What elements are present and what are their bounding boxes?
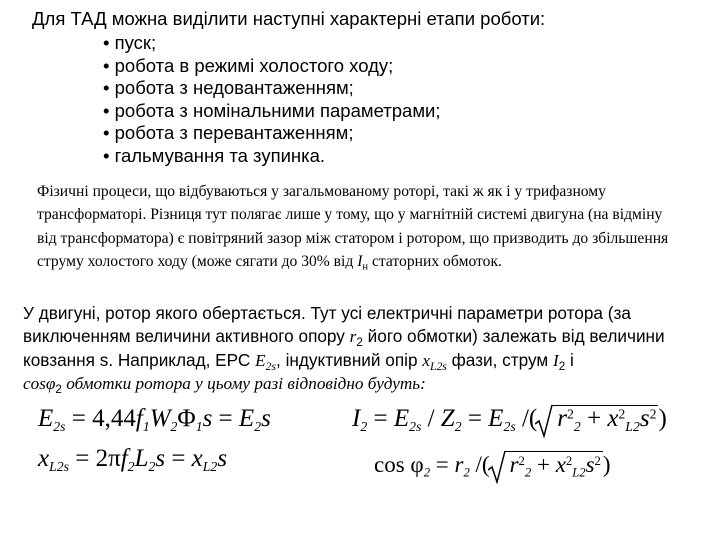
text-span: У двигуні, ротор якого обертається. Тут усі електричні параметри ротора (за виключенням величини активного опору [23, 303, 631, 347]
sub: 2 [524, 465, 532, 480]
sub: 2s [503, 418, 516, 434]
var-x: x [422, 350, 430, 370]
sub: 2s [53, 418, 66, 434]
heading: Для ТАД можна виділити наступні характерні етапи роботи: [32, 8, 546, 29]
sym: = [461, 405, 489, 432]
sub: 2 [356, 336, 363, 350]
text-span: обмотки ротора у цьому разі відповідно будуть: [61, 373, 426, 393]
sub: 2 [127, 458, 135, 474]
var-E: E [255, 350, 266, 370]
text-span: , індуктивний опір [276, 349, 423, 370]
text-span: і [565, 349, 574, 370]
sub: 2 [558, 359, 566, 373]
sym: x [607, 405, 619, 432]
stage-item: • робота в режимі холостого ходу; [103, 54, 394, 76]
sup: 2 [594, 454, 601, 469]
text-span: . Наприклад, ЕРС [108, 349, 256, 370]
radical-sign [535, 404, 553, 438]
sym: r [557, 405, 567, 432]
sub: 1 [195, 418, 203, 434]
current-symbol: I [357, 253, 363, 271]
sym: cos φ [374, 452, 424, 477]
sym: = [430, 452, 455, 477]
sym: E [488, 405, 504, 432]
sym: x [191, 445, 203, 472]
stage-item: • робота з перевантаженням; [103, 122, 354, 144]
sym: = 4,44 [65, 405, 136, 432]
formula-power-factor [374, 450, 611, 480]
sym: I [352, 405, 361, 432]
sym: x [38, 445, 50, 472]
sub: 2 [573, 418, 581, 434]
sub: L2s [429, 359, 447, 373]
sub: 2 [170, 418, 178, 434]
sym: + [531, 452, 556, 477]
formula-reactance [38, 444, 227, 474]
sub: 2 [423, 465, 431, 480]
sub: 2 [360, 418, 368, 434]
var-r: r [349, 327, 357, 347]
sym: s [202, 405, 213, 432]
square-root [504, 451, 603, 478]
stages-list [103, 32, 441, 168]
sub: L2 [202, 458, 218, 474]
sym: / [421, 405, 441, 432]
sym: = [212, 405, 239, 432]
sym: E [238, 405, 255, 432]
sym: r [454, 452, 464, 477]
sym: + [580, 405, 608, 432]
stage-item: • гальмування та зупинка. [103, 144, 326, 166]
sym: s [155, 445, 166, 472]
current-subscript: н [362, 261, 369, 273]
sym: s [217, 445, 228, 472]
stage-item: • пуск; [103, 32, 157, 53]
sub: 2s [409, 418, 422, 434]
paragraph-tail: статорних обмоток. [368, 253, 502, 271]
stage-item: • робота з недовантаженням; [103, 77, 354, 99]
formula-emf [38, 404, 271, 434]
sym: r [509, 452, 519, 477]
sym: Φ [177, 405, 196, 432]
sub: L2s [49, 458, 69, 474]
sym: s [585, 452, 595, 477]
var-cos: cosφ [23, 373, 56, 393]
sym: W [149, 405, 171, 432]
sub: 2 [463, 465, 470, 480]
radical-sign [488, 450, 506, 484]
sym: ) [658, 405, 667, 432]
text-span: його обмотки) залежать від величини ковзання [23, 326, 665, 370]
sub: 2 [254, 418, 262, 434]
sym: E [38, 405, 54, 432]
sup: 2 [565, 454, 573, 469]
sym: E [393, 405, 410, 432]
sym: = [367, 405, 394, 432]
sup: 2 [518, 454, 525, 469]
sub: 2 [148, 458, 156, 474]
sym: ) [602, 452, 611, 477]
sub: L2 [625, 418, 640, 434]
sym: = 2π [68, 445, 121, 472]
sub: 2 [55, 382, 62, 396]
paragraph-rotating-rotor [23, 302, 713, 395]
sym: x [555, 452, 566, 477]
sub: 2 [454, 418, 462, 434]
sym: Z [440, 405, 455, 432]
sym: f [135, 405, 143, 432]
sub: 1 [142, 418, 150, 434]
stage-item: • робота з номінальними параметрами; [103, 99, 441, 121]
sym: /( [469, 452, 490, 477]
sym: L [134, 445, 149, 472]
sym: s [639, 405, 650, 432]
var-s: s [99, 349, 109, 370]
sup: 2 [566, 406, 574, 422]
paragraph-locked-rotor [37, 180, 677, 274]
sym: f [120, 445, 128, 472]
sup: 2 [649, 406, 657, 422]
sym: /( [515, 405, 538, 432]
square-root [551, 405, 658, 432]
paragraph-text: Фізичні процеси, що відбуваються у загальмованому роторі, такі ж як і у трифазному трансформаторі. Різниця тут полягає лише у тому, що у магнітній системі двигуна (на відміну від трансформатора) є повітряний зазор між статором і ротором, що призводить до збільшення струму холостого ходу (може сягати до 30% від [37, 183, 669, 271]
text-span: фази, струм [446, 349, 553, 370]
sym: = [165, 445, 192, 472]
formula-current [352, 404, 667, 434]
sub: L2 [572, 465, 586, 480]
var-I: I [553, 350, 559, 370]
sup: 2 [618, 406, 626, 422]
sub: 2s [265, 359, 277, 373]
sym: s [261, 405, 271, 432]
